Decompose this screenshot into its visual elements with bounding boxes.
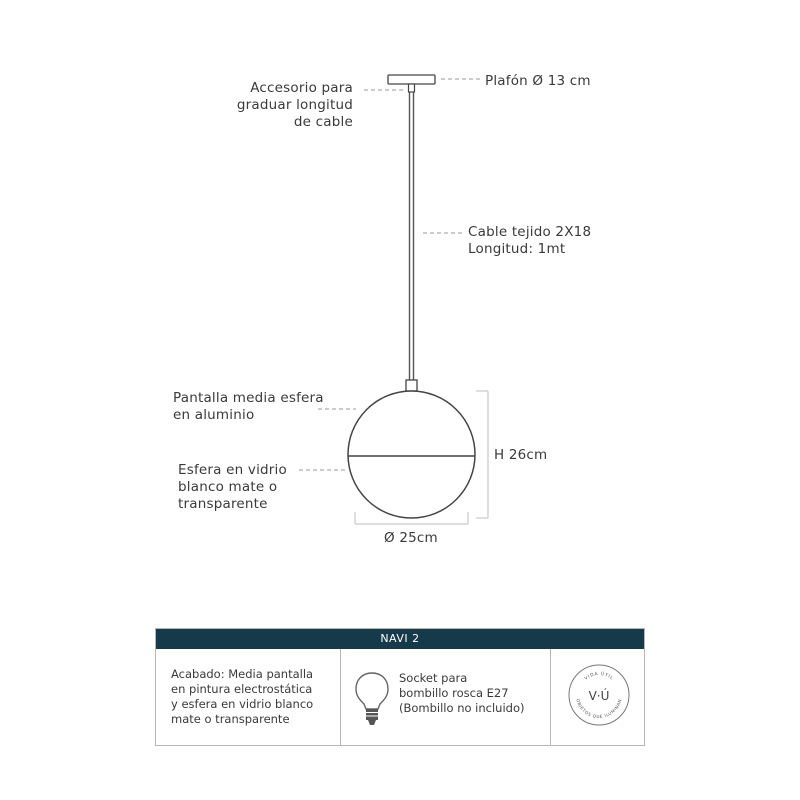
height-dimension: [476, 391, 488, 518]
socket-description: Socket para bombillo rosca E27 (Bombillo no incluido): [399, 671, 525, 715]
product-name: NAVI 2: [156, 629, 644, 649]
globe: [348, 391, 475, 518]
canopy-label: Plafón Ø 13 cm: [485, 73, 591, 89]
shade-label: Pantalla media esfera en aluminio: [173, 390, 324, 423]
sphere-label: Esfera en vidrio blanco mate o transparente: [178, 462, 287, 512]
height-label: H 26cm: [494, 447, 548, 463]
svg-text:VIDA ÚTIL: VIDA ÚTIL: [583, 671, 615, 682]
finish-description: Acabado: Media pantalla en pintura electrostática y esfera en vidrio blanco mate o transparente: [171, 667, 314, 726]
diameter-label: Ø 25cm: [384, 530, 438, 546]
vida-util-logo: [567, 663, 631, 727]
cable-label: Cable tejido 2X18 Longitud: 1mt: [468, 224, 592, 257]
svg-text:V·Ú: V·Ú: [588, 689, 610, 703]
logo-cell: [551, 649, 644, 745]
canopy-plate: [388, 75, 435, 84]
accessory-label: Accesorio para graduar longitud de cable: [236, 80, 353, 130]
light-bulb-icon: [355, 671, 389, 727]
socket-cell: [341, 649, 551, 745]
socket-cap: [406, 380, 417, 391]
svg-text:OBJETOS QUE ILUMINAN: OBJETOS QUE ILUMINAN: [575, 698, 623, 720]
spec-table: [155, 628, 645, 746]
finish-cell: [156, 649, 341, 745]
cable-adjuster: [409, 84, 415, 92]
